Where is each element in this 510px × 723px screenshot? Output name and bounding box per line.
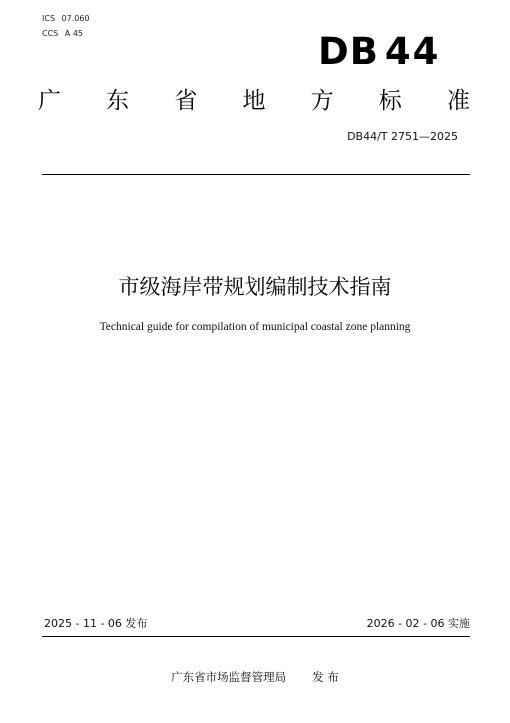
publisher-name: 广东省市场监督管理局 (171, 670, 287, 684)
db-standard-mark (318, 30, 440, 74)
publisher-action: 发 布 (312, 670, 339, 684)
issue-date: 2025 - 11 - 06 发布 (44, 617, 148, 630)
standard-type-char: 方 (310, 88, 334, 114)
db-region-number: 44 (384, 30, 441, 73)
ics-code: 07.060 (61, 14, 90, 23)
db-prefix: DB (318, 30, 379, 73)
standard-type-char: 省 (174, 88, 198, 114)
standard-type-heading (38, 86, 470, 116)
classification-codes (42, 11, 90, 41)
implementation-date: 2026 - 02 - 06 实施 (366, 617, 470, 630)
top-divider (42, 174, 470, 175)
document-title-chinese: 市级海岸带规划编制技术指南 (118, 275, 392, 299)
ics-row (42, 11, 90, 26)
standard-type-char: 东 (106, 88, 130, 114)
standard-type-char: 标 (378, 88, 402, 114)
bottom-divider (42, 636, 470, 637)
ics-label: ICS (42, 14, 56, 23)
standard-type-char: 准 (446, 88, 470, 114)
ccs-row (42, 26, 90, 41)
standard-number: DB44/T 2751—2025 (347, 130, 458, 143)
document-title-english: Technical guide for compilation of municipal coastal zone planning (99, 321, 411, 333)
ccs-code: A 45 (64, 29, 83, 38)
publisher-line (0, 669, 510, 685)
standard-type-char: 地 (242, 88, 266, 114)
standard-type-char: 广 (38, 88, 61, 114)
ccs-label: CCS (42, 29, 59, 38)
